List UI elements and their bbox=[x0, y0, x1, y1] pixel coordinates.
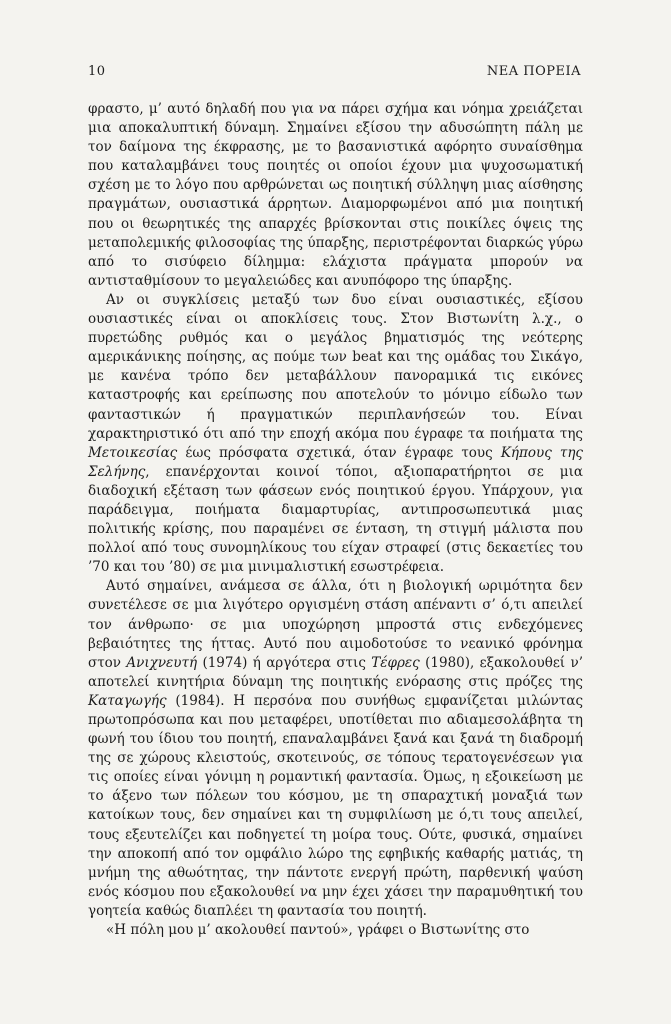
italic-title: Κήπους της Σελήνης bbox=[88, 444, 583, 480]
paragraph bbox=[88, 291, 583, 577]
text-run: φραστο, μ’ αυτό δηλαδή που για να πάρει σχήμα και νόημα χρειάζεται μια αποκαλυπτική δύναμη. Σημαίνει εξίσου την αδυσώπητη πάλη με τον δαίμονα της έκφρασης, με το βασανιστικά αφόρητο συναίσθημα που καταλαμβάνει τους ποιητές οι οποίοι έχουν μια ψυχοσωματική σχέση με το λόγο που αρθρώνεται ως ποιητική σύλληψη μιας αίσθησης πραγμάτων, ουσιαστικά άρρητων. Διαμορφωμένοι από μια ποιητική που οι θεωρητικές της απαρχές βρίσκονται στις ποικίλες όψεις της μεταπολεμικής φιλοσοφίας της ύπαρξης, περιστρέφονται διαρκώς γύρω από το σισύφειο δίλημμα: ελάχιστα πράγματα μπορούν να αντισταθμίσουν το μεγαλειώδες και ανυπόφορο της ύπαρξης. bbox=[88, 101, 583, 289]
paragraph bbox=[88, 921, 583, 940]
text-run: , επανέρχονται κοινοί τόποι, αξιοπαρατήρητοι σε μια διαδοχική εξέταση των φάσεων ενός ποιητικού έργου. Υπάρχουν, για παράδειγμα, ποιήματα διαμαρτυρίας, αντιπροσωπευτικά μιας πολιτικής κρίσης, που παραμένει σε ένταση, τη στιγμή μάλιστα που πολλοί από τους συνομηλίκους του είχαν στραφεί (στις δεκαετίες του ’70 και του ’80) σε μια μινιμαλιστική εσωστρέφεια. bbox=[88, 463, 583, 576]
text-run: «Η πόλη μου μ’ ακολουθεί παντού», γράφει ο Βιστωνίτης στο bbox=[106, 922, 530, 939]
text-run: Αυτό σημαίνει, ανάμεσα σε άλλα, ότι η βιολογική ωριμότητα δεν συνετέλεσε σε μια λιγότερο οργισμένη στάση απέναντι σ’ ό,τι απειλεί τον άνθρωπο· σε μια υποχώρηση μπροστά στις ενδεχόμενες βεβαιότητες της ήττας. Αυτό που αιμοδοτούσε το νεανικό φρόνημα στον bbox=[88, 578, 583, 671]
italic-title: Τέφρες bbox=[371, 654, 420, 671]
italic-title: Καταγωγής bbox=[88, 692, 167, 709]
running-title: ΝΕΑ ΠΟΡΕΙΑ bbox=[486, 64, 581, 79]
text-run: Αν οι συγκλίσεις μεταξύ των δυο είναι ουσιαστικές, εξίσου ουσιαστικές είναι οι αποκλίσεις τους. Στον Βιστωνίτη λ.χ., ο πυρετώδης ρυθμός και ο μεγάλος βηματισμός της νεότερης αμερικάνικης ποίησης, ας πούμε των beat και της ομάδας του Σικάγο, με κανένα τρόπο δεν μεταβάλλουν πανοραμικά τις εικόνες καταστροφής και ερείπωσης που αποτελούν το μόνιμο είδωλο των φανταστικών ή πραγματικών περιπλανήσεών του. Είναι χαρακτηριστικό ότι από την εποχή ακόμα που έγραφε τα ποιήματα της bbox=[88, 291, 583, 442]
text-run: έως πρόσφατα σχετικά, όταν έγραφε τους bbox=[177, 444, 501, 461]
page-header bbox=[88, 64, 581, 79]
italic-title: Μετοικεσίας bbox=[88, 444, 178, 461]
body-text bbox=[88, 100, 583, 940]
text-run: (1974) ή αργότερα στις bbox=[197, 654, 372, 671]
text-run: (1980), εξακολουθεί ν’ αποτελεί κινητήρια δύναμη της ποιητικής ενόρασης στις πρόζες της bbox=[88, 654, 583, 690]
italic-title: Ανιχνευτή bbox=[126, 654, 198, 671]
text-run: (1984). Η περσόνα που συνήθως εμφανίζεται μιλώντας πρωτοπρόσωπα και που μεταφέρει, υποτίθεται πιο αδιαμεσολάβητα τη φωνή του ίδιου του ποιητή, επαναλαμβάνει ξανά και ξανά τη διαδρομή της σε χώρους κλειστούς, σκοτεινούς, σε τόπους τερατογενέσεων για τις οποίες είναι γόνιμη η ρομαντική φαντασία. Όμως, η εξοικείωση με το άξενο των πόλεων του κόσμου, με τη σπαραχτική μοναξιά των κατοίκων τους, δεν σημαίνει και τη συμφιλίωση με ό,τι τους απειλεί, τους εξευτελίζει και ποδηγετεί τη μοίρα τους. Ούτε, φυσικά, σημαίνει την αποκοπή από τον ομφάλιο λώρο της εφηβικής καθαρής ματιάς, τη μνήμη της αθωότητας, την πάντοτε ενεργή πρώτη, παρθενική ψαύση ενός κόσμου που εξακολουθεί να μην έχει χάσει την παραμυθητική του γοητεία καθώς διαπλέει τη φαντασία του ποιητή. bbox=[88, 692, 583, 919]
page-number: 10 bbox=[88, 64, 106, 79]
paragraph bbox=[88, 100, 583, 291]
paragraph bbox=[88, 577, 583, 921]
